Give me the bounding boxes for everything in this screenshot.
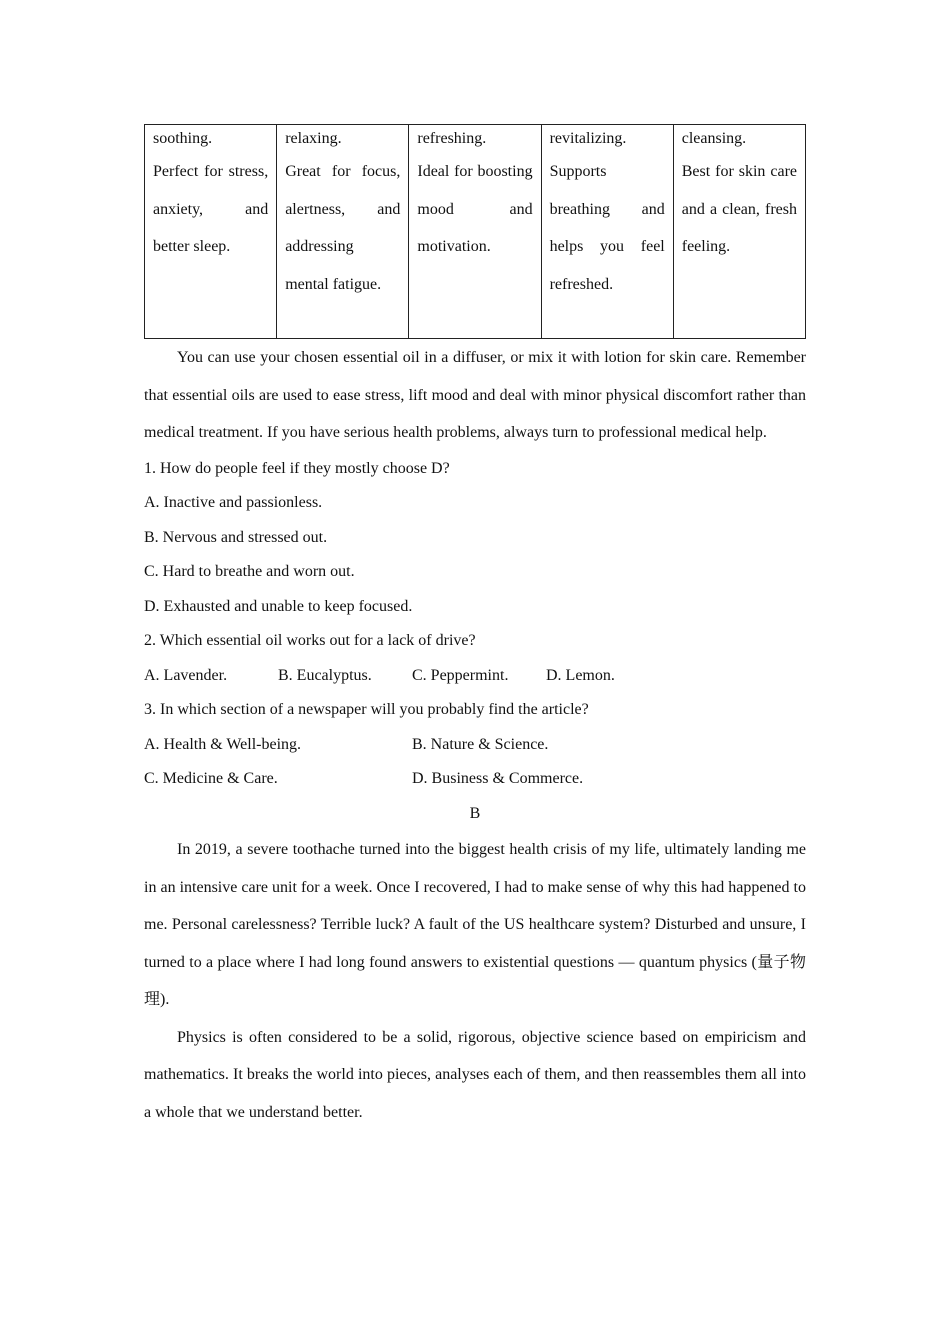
cell-description: Great for focus, alertness, and addressing mental fatigue. — [285, 163, 401, 293]
answer-option: D. Exhausted and unable to keep focused. — [144, 597, 413, 615]
answer-option: C. Peppermint. — [412, 666, 509, 684]
answer-option: D. Lemon. — [546, 666, 615, 684]
answer-options-row — [144, 728, 806, 763]
cell-description: Ideal for boosting mood and motivation. — [417, 163, 533, 255]
question-1 — [144, 452, 806, 625]
answer-option: C. Hard to breathe and worn out. — [144, 563, 355, 580]
cell-description: Perfect for stress, anxiety, and better sleep. — [153, 163, 269, 255]
answer-option: B. Nervous and stressed out. — [144, 528, 328, 546]
cell-heading: revitalizing. — [549, 130, 627, 147]
section-title: B — [469, 804, 481, 822]
answer-option: A. Health & Well-being. — [144, 735, 302, 753]
answer-option: B. Eucalyptus. — [278, 666, 372, 684]
answer-options-row — [144, 762, 806, 797]
table-cell — [541, 125, 673, 339]
table-cell — [277, 125, 409, 339]
intro-paragraph: You can use your chosen essential oil in a diffuser, or mix it with lotion for skin care. Remember that essential oils are used to ease stress, lift mood and deal with minor physical discomfort rather than medical treatment. If you have serious health problems, always turn to professional medical help. — [144, 349, 806, 441]
question-stem: 2. Which essential oil works out for a lack of drive? — [144, 632, 476, 649]
question-stem: 1. How do people feel if they mostly choose D? — [144, 459, 450, 477]
table-row — [145, 125, 806, 339]
question-3 — [144, 693, 806, 797]
cell-heading: refreshing. — [417, 130, 487, 147]
cell-heading: cleansing. — [681, 130, 747, 147]
answer-option: A. Lavender. — [144, 666, 228, 684]
document-page — [144, 124, 806, 1131]
cell-heading: soothing. — [153, 130, 213, 147]
essential-oils-table — [144, 124, 806, 339]
answer-options-row — [144, 659, 806, 694]
table-cell — [145, 125, 277, 339]
answer-option: D. Business & Commerce. — [412, 770, 584, 787]
cell-description: Supports breathing and helps you feel refreshed. — [549, 163, 665, 293]
body-paragraph: Physics is often considered to be a solid, rigorous, objective science based on empiricism and mathematics. It breaks the world into pieces, analyses each of them, and then reassembles them all into a whole that we understand better. — [144, 1028, 806, 1121]
table-cell — [673, 125, 805, 339]
body-paragraph: In 2019, a severe toothache turned into the biggest health crisis of my life, ultimately landing me in an intensive care unit for a week. Once I recovered, I had to make sense of why this had happened to me. Personal carelessness? Terrible luck? A fault of the US healthcare system? Disturbed and unsure, I turned to a place where I had long found answers to existential questions — quantum physics (量子物理). — [144, 841, 806, 1008]
cell-description: Best for skin care and a clean, fresh feeling. — [681, 163, 797, 255]
table-cell — [409, 125, 541, 339]
answer-option: B. Nature & Science. — [412, 735, 549, 753]
question-2 — [144, 624, 806, 693]
answer-option: A. Inactive and passionless. — [144, 494, 323, 511]
answer-option: C. Medicine & Care. — [144, 770, 278, 787]
question-stem: 3. In which section of a newspaper will you probably find the article? — [144, 701, 589, 718]
cell-heading: relaxing. — [285, 130, 342, 147]
